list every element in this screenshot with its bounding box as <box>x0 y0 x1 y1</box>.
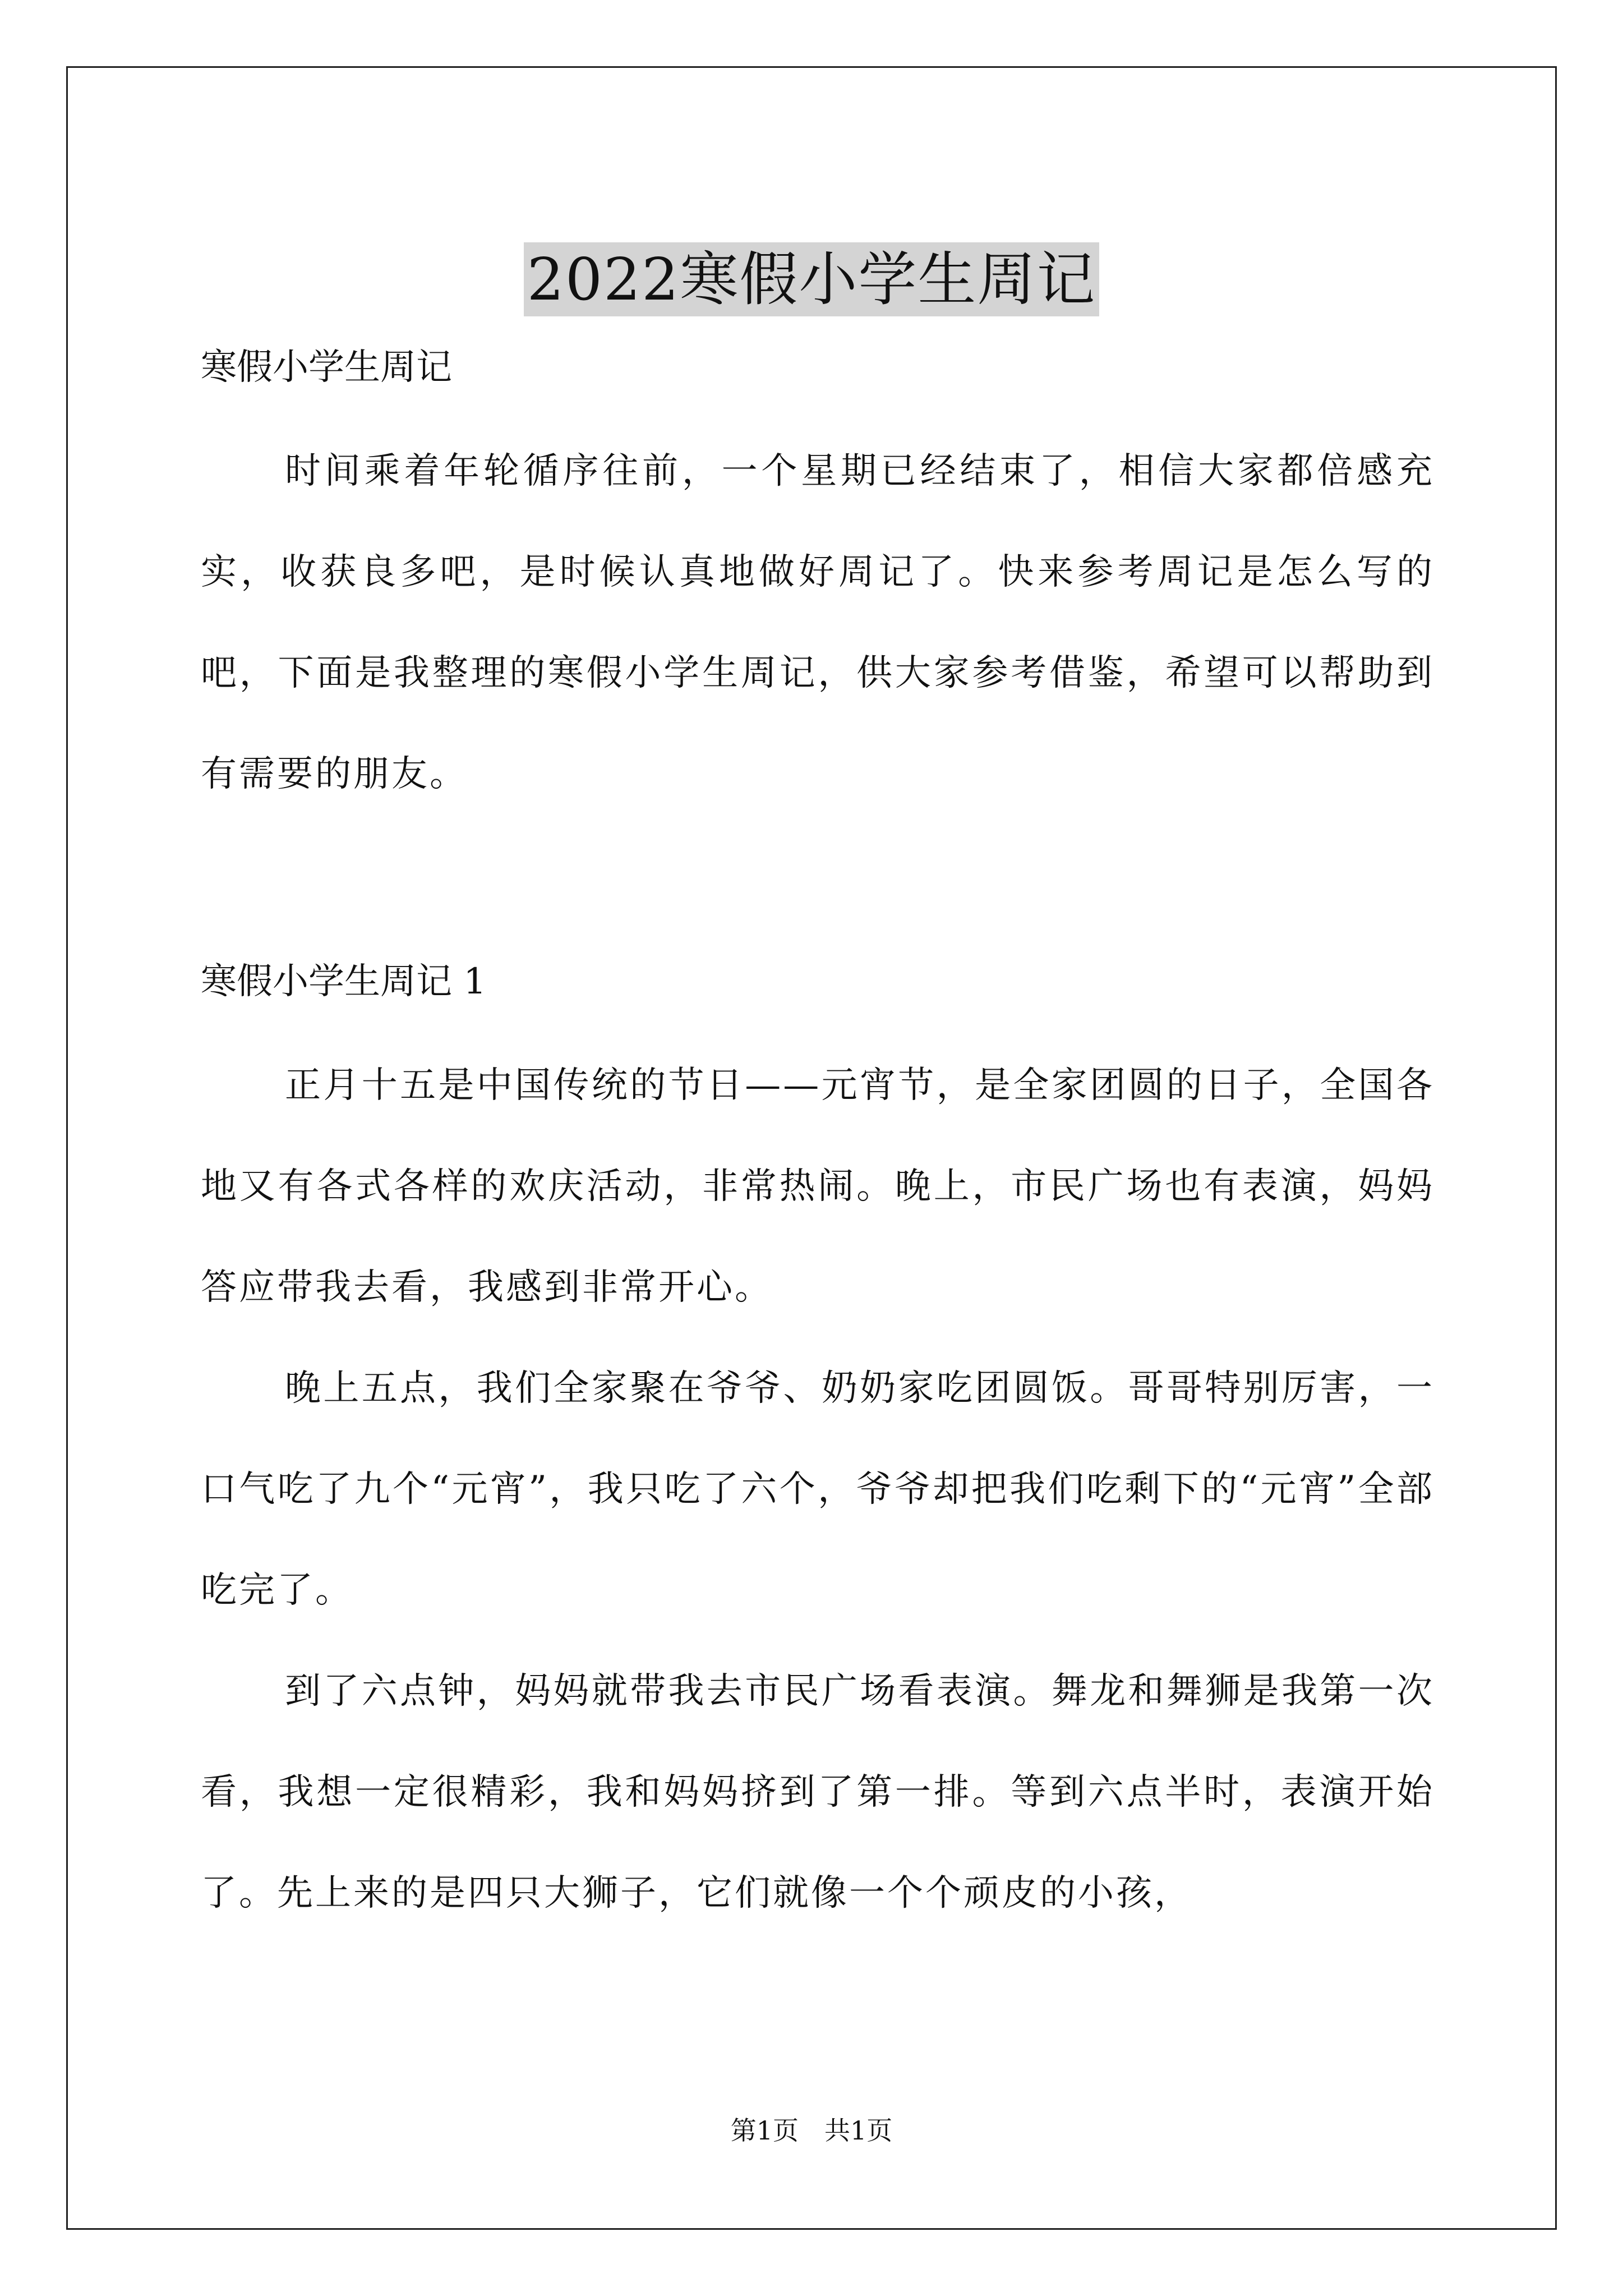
section-heading: 寒假小学生周记 1 <box>201 961 487 1002</box>
body-paragraph: 正月十五是中国传统的节日——元宵节，是全家团圆的日子，全国各地又有各式各样的欢庆活动，非常热闹。晚上，市民广场也有表演，妈妈答应带我去看，我感到非常开心。 <box>201 1065 1435 1308</box>
document-title: 2022寒假小学生周记 <box>524 242 1100 316</box>
intro-paragraph: 时间乘着年轮循序往前，一个星期已经结束了，相信大家都倍感充实，收获良多吧，是时候认真地做好周记了。快来参考周记是怎么写的吧，下面是我整理的寒假小学生周记，供大家参考借鉴，希望可以帮助到有需要的朋友。 <box>201 450 1435 795</box>
body-paragraph: 晚上五点，我们全家聚在爷爷、奶奶家吃团圆饭。哥哥特别厉害，一口气吃了九个“元宵”，我只吃了六个，爷爷却把我们吃剩下的“元宵”全部吃完了。 <box>201 1368 1435 1611</box>
page-footer: 第1页 共1页 <box>730 2115 893 2146</box>
document-body <box>201 342 1435 1944</box>
body-paragraph: 到了六点钟，妈妈就带我去市民广场看表演。舞龙和舞狮是我第一次看，我想一定很精彩，我和妈妈挤到了第一排。等到六点半时，表演开始了。先上来的是四只大狮子，它们就像一个个顽皮的小孩， <box>201 1671 1435 1914</box>
title-container <box>0 203 1623 355</box>
document-subtitle: 寒假小学生周记 <box>201 347 452 388</box>
